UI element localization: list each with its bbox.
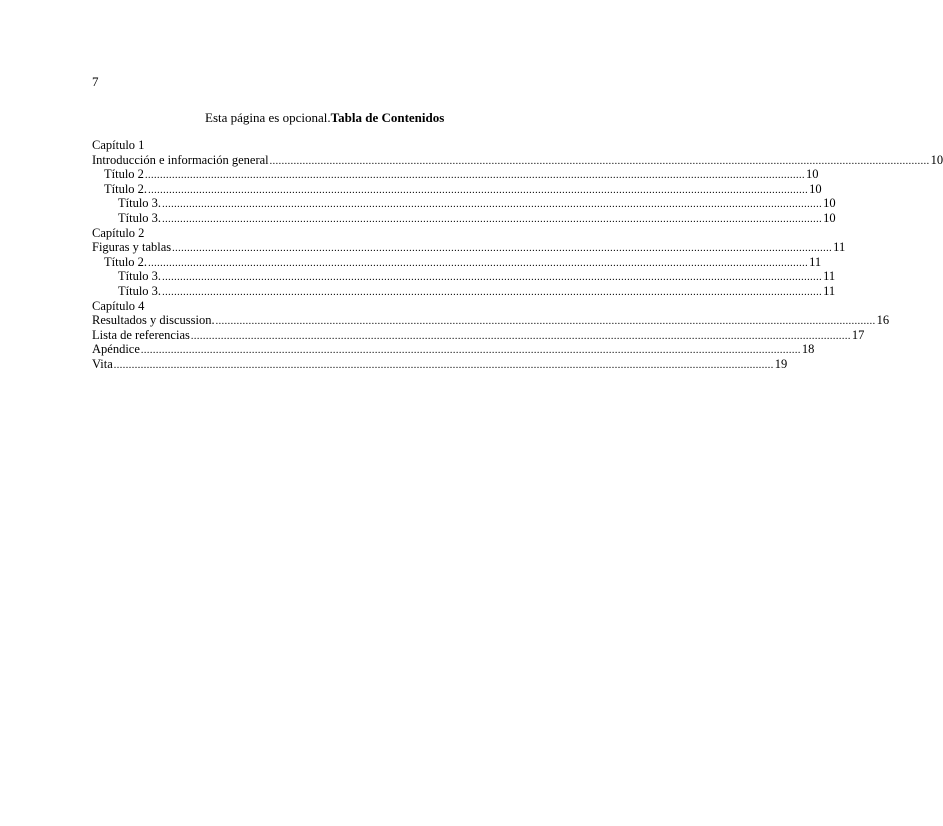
toc-entry-label: Título 3. <box>118 283 162 298</box>
toc-entry[interactable] <box>92 181 822 197</box>
toc-entry[interactable] <box>92 283 836 299</box>
toc-entry-page-number: 11 <box>809 254 822 269</box>
toc-entry[interactable] <box>92 254 822 270</box>
toc-entry-label: Título 2. <box>104 254 148 269</box>
toc-chapter-heading <box>92 226 545 241</box>
toc-entry-label: Título 3. <box>118 269 162 284</box>
toc-entry[interactable] <box>92 342 815 357</box>
dot-leader: ............................................................................................................................................................................................................................ <box>162 213 823 225</box>
toc-entry-label: Título 3. <box>118 210 162 225</box>
toc-entry-page-number: 17 <box>851 327 865 342</box>
toc-entry-label: Título 2. <box>104 181 148 196</box>
toc-entry-page-number: 11 <box>823 269 836 284</box>
toc-entry[interactable] <box>92 269 836 284</box>
table-of-contents <box>92 138 943 372</box>
toc-entry-page-number: 10 <box>805 167 819 182</box>
dot-leader: ............................................................................................................................................................................................................................ <box>162 272 823 284</box>
toc-entry[interactable] <box>92 356 788 372</box>
toc-entry-label: Vita <box>92 356 113 371</box>
dot-leader: ............................................................................................................................................................................................................................ <box>172 243 833 255</box>
toc-entry-label: Título 2 <box>104 167 144 182</box>
toc-title: Tabla de Contenidos <box>330 110 445 125</box>
toc-entry[interactable] <box>92 240 846 255</box>
dot-leader: ............................................................................................................................................................................................................................ <box>148 184 809 196</box>
toc-entry-page-number: 16 <box>876 313 890 328</box>
optional-page-note: Esta página es opcional. <box>205 110 331 125</box>
toc-entry-page-number: 10 <box>809 181 822 196</box>
dot-leader: ............................................................................................................................................................................................................................ <box>190 330 851 342</box>
toc-entry-label: Figuras y tablas <box>92 240 172 255</box>
toc-entry-page-number: 11 <box>833 240 846 255</box>
toc-entry-label: Capítulo 2 <box>92 225 145 240</box>
dot-leader: ............................................................................................................................................................................................................................ <box>148 257 809 269</box>
toc-entry-page-number: 10 <box>823 196 836 211</box>
page-number: 7 <box>92 74 99 89</box>
dot-leader: ............................................................................................................................................................................................................................ <box>144 170 805 182</box>
toc-entry-label: Lista de referencias <box>92 327 190 342</box>
toc-entry-label: Título 3. <box>118 196 162 211</box>
toc-entry[interactable] <box>92 196 836 211</box>
dot-leader: ............................................................................................................................................................................................................................ <box>113 359 774 371</box>
toc-entry-label: Resultados y discussion. <box>92 313 215 328</box>
dot-leader: ............................................................................................................................................................................................................................ <box>140 345 801 357</box>
toc-chapter-heading <box>92 138 545 153</box>
toc-entry-label: Capítulo 1 <box>92 138 145 152</box>
dot-leader: ............................................................................................................................................................................................................................ <box>162 199 823 211</box>
toc-entry-page-number: 11 <box>823 283 836 298</box>
toc-entry-label: Introducción e información general <box>92 152 269 167</box>
toc-entry[interactable] <box>92 167 819 182</box>
dot-leader: ............................................................................................................................................................................................................................ <box>162 286 823 298</box>
toc-entry-page-number: 19 <box>774 356 788 371</box>
toc-entry-page-number: 10 <box>930 152 943 167</box>
toc-entry-label: Capítulo 4 <box>92 298 145 313</box>
toc-chapter-heading <box>92 299 545 314</box>
toc-entry[interactable] <box>92 152 943 168</box>
toc-entry-page-number: 10 <box>823 210 836 225</box>
toc-entry-label: Apéndice <box>92 342 140 357</box>
dot-leader: ............................................................................................................................................................................................................................ <box>215 316 876 328</box>
toc-entry[interactable] <box>92 313 890 328</box>
toc-entry[interactable] <box>92 210 836 226</box>
toc-entry[interactable] <box>92 327 865 343</box>
toc-entry-page-number: 18 <box>801 342 815 357</box>
dot-leader: ............................................................................................................................................................................................................................ <box>269 155 930 167</box>
toc-heading <box>205 110 444 125</box>
